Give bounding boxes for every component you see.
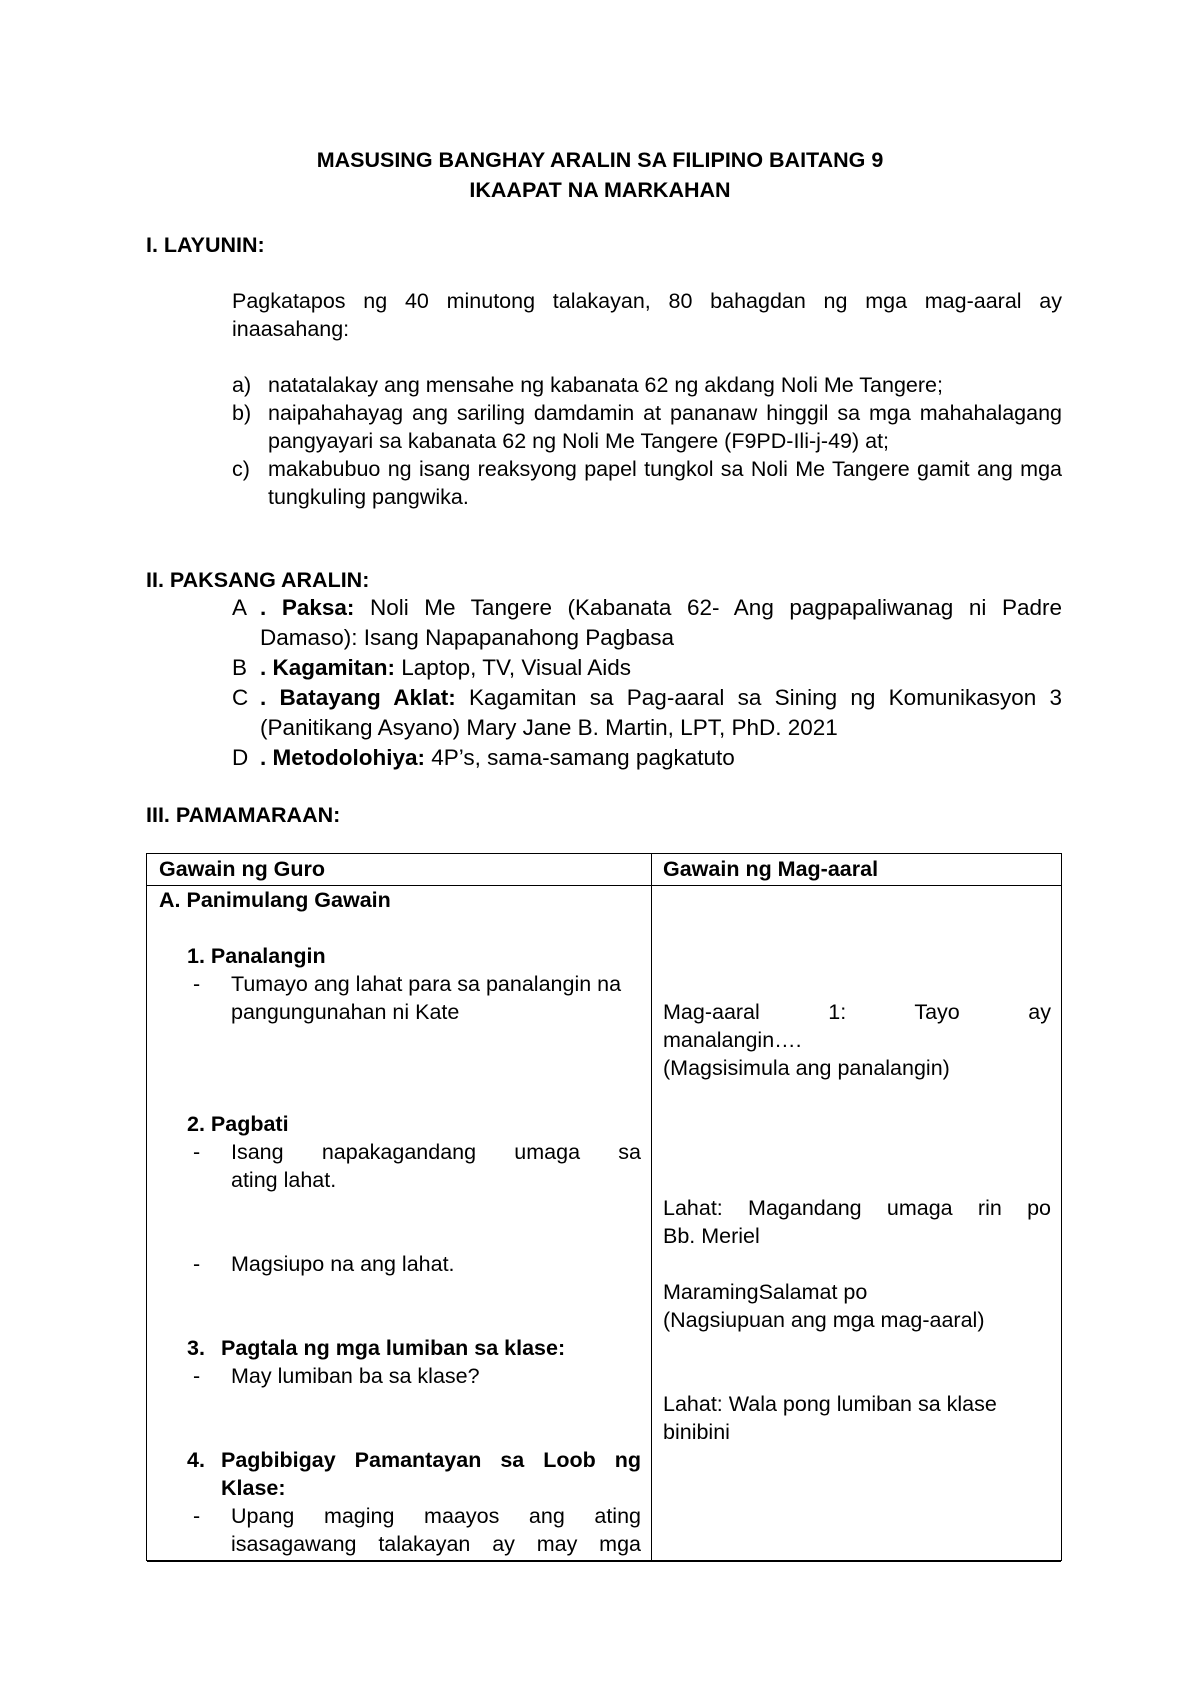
list-value: Laptop, TV, Visual Aids xyxy=(395,655,632,680)
list-item xyxy=(232,743,1062,773)
document-title: MASUSING BANGHAY ARALIN SA FILIPINO BAITANG 9 xyxy=(316,148,884,172)
step-number: 4. xyxy=(187,1448,205,1472)
column-header-guro: Gawain ng Guro xyxy=(159,857,326,881)
list-text: natatalakay ang mensahe ng kabanata 62 ng akdang Noli Me Tangere; xyxy=(268,373,943,397)
pamamaraan-table xyxy=(146,853,1062,1561)
guro-text: ating lahat. xyxy=(231,1168,337,1192)
dash-bullet: - xyxy=(193,1252,201,1276)
list-value: 4P’s, sama-samang pagkatuto xyxy=(425,745,735,770)
step-title: 1. Panalangin xyxy=(187,944,326,968)
column-divider xyxy=(651,854,652,1560)
section-title: A. Panimulang Gawain xyxy=(159,888,391,912)
magaaral-text: Mag-aaral 1: Tayo ay xyxy=(663,1000,1051,1024)
magaaral-text: (Magsisimula ang panalangin) xyxy=(663,1056,950,1080)
layunin-heading: I. LAYUNIN: xyxy=(146,233,265,257)
magaaral-text: Lahat: Wala pong lumiban sa klase xyxy=(663,1392,997,1416)
guro-text: Upang maging maayos ang ating xyxy=(231,1504,641,1528)
dash-bullet: - xyxy=(193,1504,201,1528)
list-label: b) xyxy=(232,401,252,425)
list-key: . Paksa: xyxy=(260,595,355,620)
list-value: Noli Me Tangere (Kabanata 62- Ang pagpapaliwanag ni Padre Damaso): Isang Napapanahong Pagbasa xyxy=(260,595,1062,650)
pamamaraan-heading: III. PAMAMARAAN: xyxy=(146,803,341,827)
document-subtitle: IKAAPAT NA MARKAHAN xyxy=(469,178,731,202)
magaaral-text: Lahat: Magandang umaga rin po xyxy=(663,1196,1051,1220)
layunin-intro: Pagkatapos ng 40 minutong talakayan, 80 bahagdan ng mga mag-aaral ay inaasahang: xyxy=(232,289,1062,341)
magaaral-text: (Nagsiupuan ang mga mag-aaral) xyxy=(663,1308,985,1332)
list-value: Kagamitan sa Pag-aaral sa Sining ng Komunikasyon 3 (Panitikang Asyano) Mary Jane B. Martin, LPT, PhD. 2021 xyxy=(260,685,1063,740)
list-key: . Batayang Aklat: xyxy=(260,685,456,710)
guro-text: May lumiban ba sa klase? xyxy=(231,1364,480,1388)
list-letter: A xyxy=(232,595,248,620)
list-item xyxy=(232,455,1062,511)
guro-text: isasagawang talakayan ay may mga xyxy=(231,1532,641,1556)
paksang-aralin-heading: II. PAKSANG ARALIN: xyxy=(146,568,370,592)
layunin-list xyxy=(232,371,1062,511)
step-title: Klase: xyxy=(221,1476,286,1500)
step-title: Pagbibigay Pamantayan sa Loob ng xyxy=(221,1448,641,1472)
guro-text: Isang napakagandang umaga sa xyxy=(231,1140,641,1164)
dash-bullet: - xyxy=(193,1140,201,1164)
list-text: makabubuo ng isang reaksyong papel tungkol sa Noli Me Tangere gamit ang mga tungkuling pangwika. xyxy=(268,457,1062,509)
list-letter: D xyxy=(232,745,249,770)
list-label: c) xyxy=(232,457,250,481)
list-item xyxy=(232,371,1062,399)
list-item xyxy=(232,653,1062,683)
guro-text: Magsiupo na ang lahat. xyxy=(231,1252,455,1276)
magaaral-text: manalangin…. xyxy=(663,1028,802,1052)
list-item xyxy=(232,593,1062,653)
list-item xyxy=(232,399,1062,455)
list-text: naipahahayag ang sariling damdamin at pananaw hinggil sa mga mahahalagang pangyayari sa kabanata 62 ng Noli Me Tangere (F9PD-Ili-j-49) at; xyxy=(268,401,1062,453)
list-label: a) xyxy=(232,373,252,397)
guro-text: Tumayo ang lahat para sa panalangin na pangungunahan ni Kate xyxy=(231,972,622,1024)
step-number: 3. xyxy=(187,1336,205,1360)
paksang-aralin-list xyxy=(232,593,1062,773)
dash-bullet: - xyxy=(193,972,201,996)
column-header-magaaral: Gawain ng Mag-aaral xyxy=(663,857,879,881)
list-key: . Metodolohiya: xyxy=(260,745,425,770)
step-title: 2. Pagbati xyxy=(187,1112,289,1136)
list-key: . Kagamitan: xyxy=(260,655,396,680)
step-title: Pagtala ng mga lumiban sa klase: xyxy=(221,1336,566,1360)
magaaral-text: Bb. Meriel xyxy=(663,1224,760,1248)
magaaral-text: binibini xyxy=(663,1420,730,1444)
dash-bullet: - xyxy=(193,1364,201,1388)
table-bottom-border xyxy=(147,1560,1061,1562)
list-letter: B xyxy=(232,655,248,680)
list-item xyxy=(232,683,1062,743)
magaaral-text: MaramingSalamat po xyxy=(663,1280,868,1304)
list-letter: C xyxy=(232,685,249,710)
